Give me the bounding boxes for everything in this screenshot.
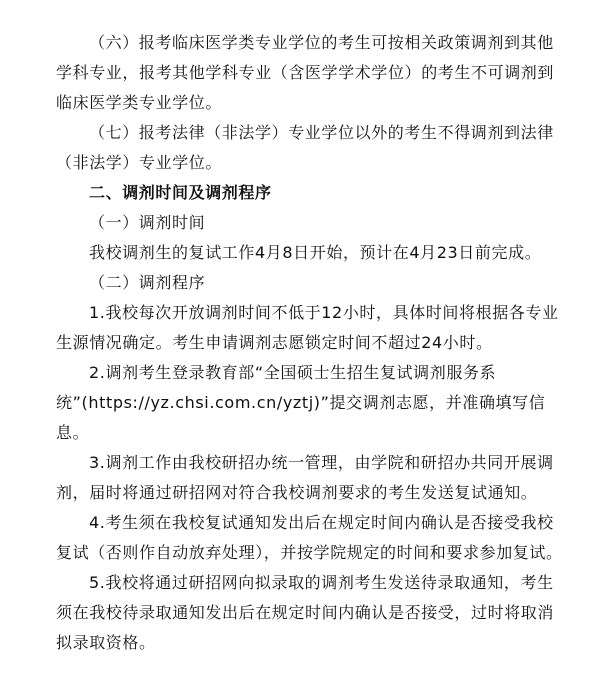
section-heading: 二、调剂时间及调剂程序 — [89, 183, 272, 202]
paragraph-step-5: 5.我校将通过研招网向拟录取的调剂考生发送待录取通知，考生须在我校待录取通知发出后在规定时间内确认是否接受，过时将取消拟录取资格。 — [56, 573, 555, 652]
subheading-adjust-time: （一）调剂时间 — [89, 213, 206, 232]
paragraph-adjust-time: 我校调剂生的复试工作4月8日开始，预计在4月23日前完成。 — [89, 243, 542, 262]
paragraph-step-4: 4.考生须在我校复试通知发出后在规定时间内确认是否接受我校复试（否则作自动放弃处理），并按学院规定的时间和要求参加复试。 — [56, 513, 563, 562]
paragraph-policy-6: （六）报考临床医学类专业学位的考生可按相关政策调剂到其他学科专业，报考其他学科专业（含医学学术学位）的考生不可调剂到临床医学类专业学位。 — [56, 33, 555, 112]
paragraph-step-1: 1.我校每次开放调剂时间不低于12小时，具体时间将根据各专业生源情况确定。考生申请调剂志愿锁定时间不超过24小时。 — [56, 303, 559, 352]
paragraph-policy-7: （七）报考法律（非法学）专业学位以外的考生不得调剂到法律（非法学）专业学位。 — [56, 123, 554, 172]
paragraph-step-3: 3.调剂工作由我校研招办统一管理，由学院和研招办共同开展调剂，届时将通过研招网对符合我校调剂要求的考生发送复试通知。 — [56, 453, 554, 502]
paragraph-step-2: 2.调剂考生登录教育部“全国硕士生招生复试调剂服务系统”(https://yz.chsi.com.cn/yztj)”提交调剂志愿，并准确填写信息。 — [56, 363, 546, 442]
subheading-adjust-procedure: （二）调剂程序 — [89, 273, 206, 292]
